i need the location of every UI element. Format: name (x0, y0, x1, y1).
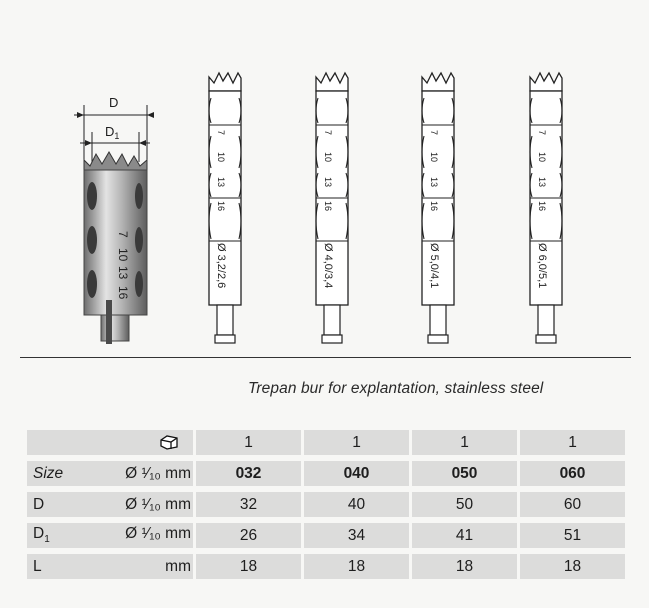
svg-text:10: 10 (429, 152, 439, 163)
d-value: 32 (196, 492, 301, 517)
dimension-label-d: D (109, 95, 119, 110)
photo-mark-7: 7 (116, 231, 130, 238)
d1-value: 41 (412, 523, 517, 548)
row-header-d (27, 492, 193, 517)
svg-text:16: 16 (323, 201, 333, 212)
size-value: 050 (412, 461, 517, 486)
svg-text:7: 7 (323, 130, 333, 136)
d1-value: 26 (196, 523, 301, 548)
row-unit: Ø ¹⁄₁₀ mm (125, 525, 191, 543)
svg-text:10: 10 (537, 152, 547, 163)
d-value: 50 (412, 492, 517, 517)
row-unit: mm (165, 557, 191, 575)
product-caption: Trepan bur for explantation, stainless steel (248, 380, 544, 397)
package-qty: 1 (304, 430, 409, 455)
package-qty: 1 (412, 430, 517, 455)
svg-text:13: 13 (429, 177, 439, 188)
size-value: 032 (196, 461, 301, 486)
photo-mark-16: 16 (116, 286, 130, 300)
package-qty: 1 (196, 430, 301, 455)
bur-3-diameter: Ø 5,0/4,1 (428, 243, 440, 289)
table-row-package (27, 430, 625, 455)
photo-mark-10: 10 (116, 248, 130, 262)
d-value: 40 (304, 492, 409, 517)
bur-drawing-1 (209, 73, 241, 343)
l-value: 18 (304, 554, 409, 579)
bur-drawing-4 (530, 73, 562, 343)
svg-text:7: 7 (537, 130, 547, 136)
d-value: 60 (520, 492, 625, 517)
dimension-label-d1: $D_1$ (105, 124, 120, 141)
svg-text:7: 7 (429, 130, 439, 136)
table-row-d (27, 492, 625, 517)
svg-text:13: 13 (216, 177, 226, 188)
package-qty: 1 (520, 430, 625, 455)
section-divider (20, 357, 631, 358)
row-label: Size (33, 464, 64, 482)
bur-1-diameter: Ø 3,2/2,6 (215, 243, 227, 289)
table-row-size (27, 461, 625, 486)
package-icon (159, 434, 179, 450)
l-value: 18 (520, 554, 625, 579)
row-header-size (27, 461, 193, 486)
svg-text:16: 16 (216, 201, 226, 212)
row-unit: Ø ¹⁄₁₀ mm (125, 464, 191, 482)
svg-text:10: 10 (216, 152, 226, 163)
size-value: 060 (520, 461, 625, 486)
row-label: D (33, 495, 45, 513)
row-unit: Ø ¹⁄₁₀ mm (125, 495, 191, 513)
svg-text:13: 13 (537, 177, 547, 188)
row-header-d1 (27, 523, 193, 548)
l-value: 18 (196, 554, 301, 579)
dimension-marker-d1 (80, 124, 150, 162)
row-header-l (27, 554, 193, 579)
svg-text:10: 10 (323, 152, 333, 163)
photo-mark-13: 13 (116, 266, 130, 280)
bur-drawing-2 (316, 73, 348, 343)
svg-text:16: 16 (537, 201, 547, 212)
package-cell (27, 430, 193, 455)
svg-text:16: 16 (429, 201, 439, 212)
row-label: $D_1$ (33, 525, 50, 546)
d1-value: 34 (304, 523, 409, 548)
d1-value: 51 (520, 523, 625, 548)
spec-table (24, 424, 628, 585)
svg-text:13: 13 (323, 177, 333, 188)
bur-drawing-3 (422, 73, 454, 343)
table-row-l (27, 554, 625, 579)
row-label: L (33, 557, 42, 575)
bur-4-diameter: Ø 6,0/5,1 (536, 243, 548, 289)
svg-text:7: 7 (216, 130, 226, 136)
size-value: 040 (304, 461, 409, 486)
bur-2-diameter: Ø 4,0/3,4 (322, 243, 334, 289)
bur-photo (84, 152, 147, 344)
l-value: 18 (412, 554, 517, 579)
table-row-d1 (27, 523, 625, 548)
